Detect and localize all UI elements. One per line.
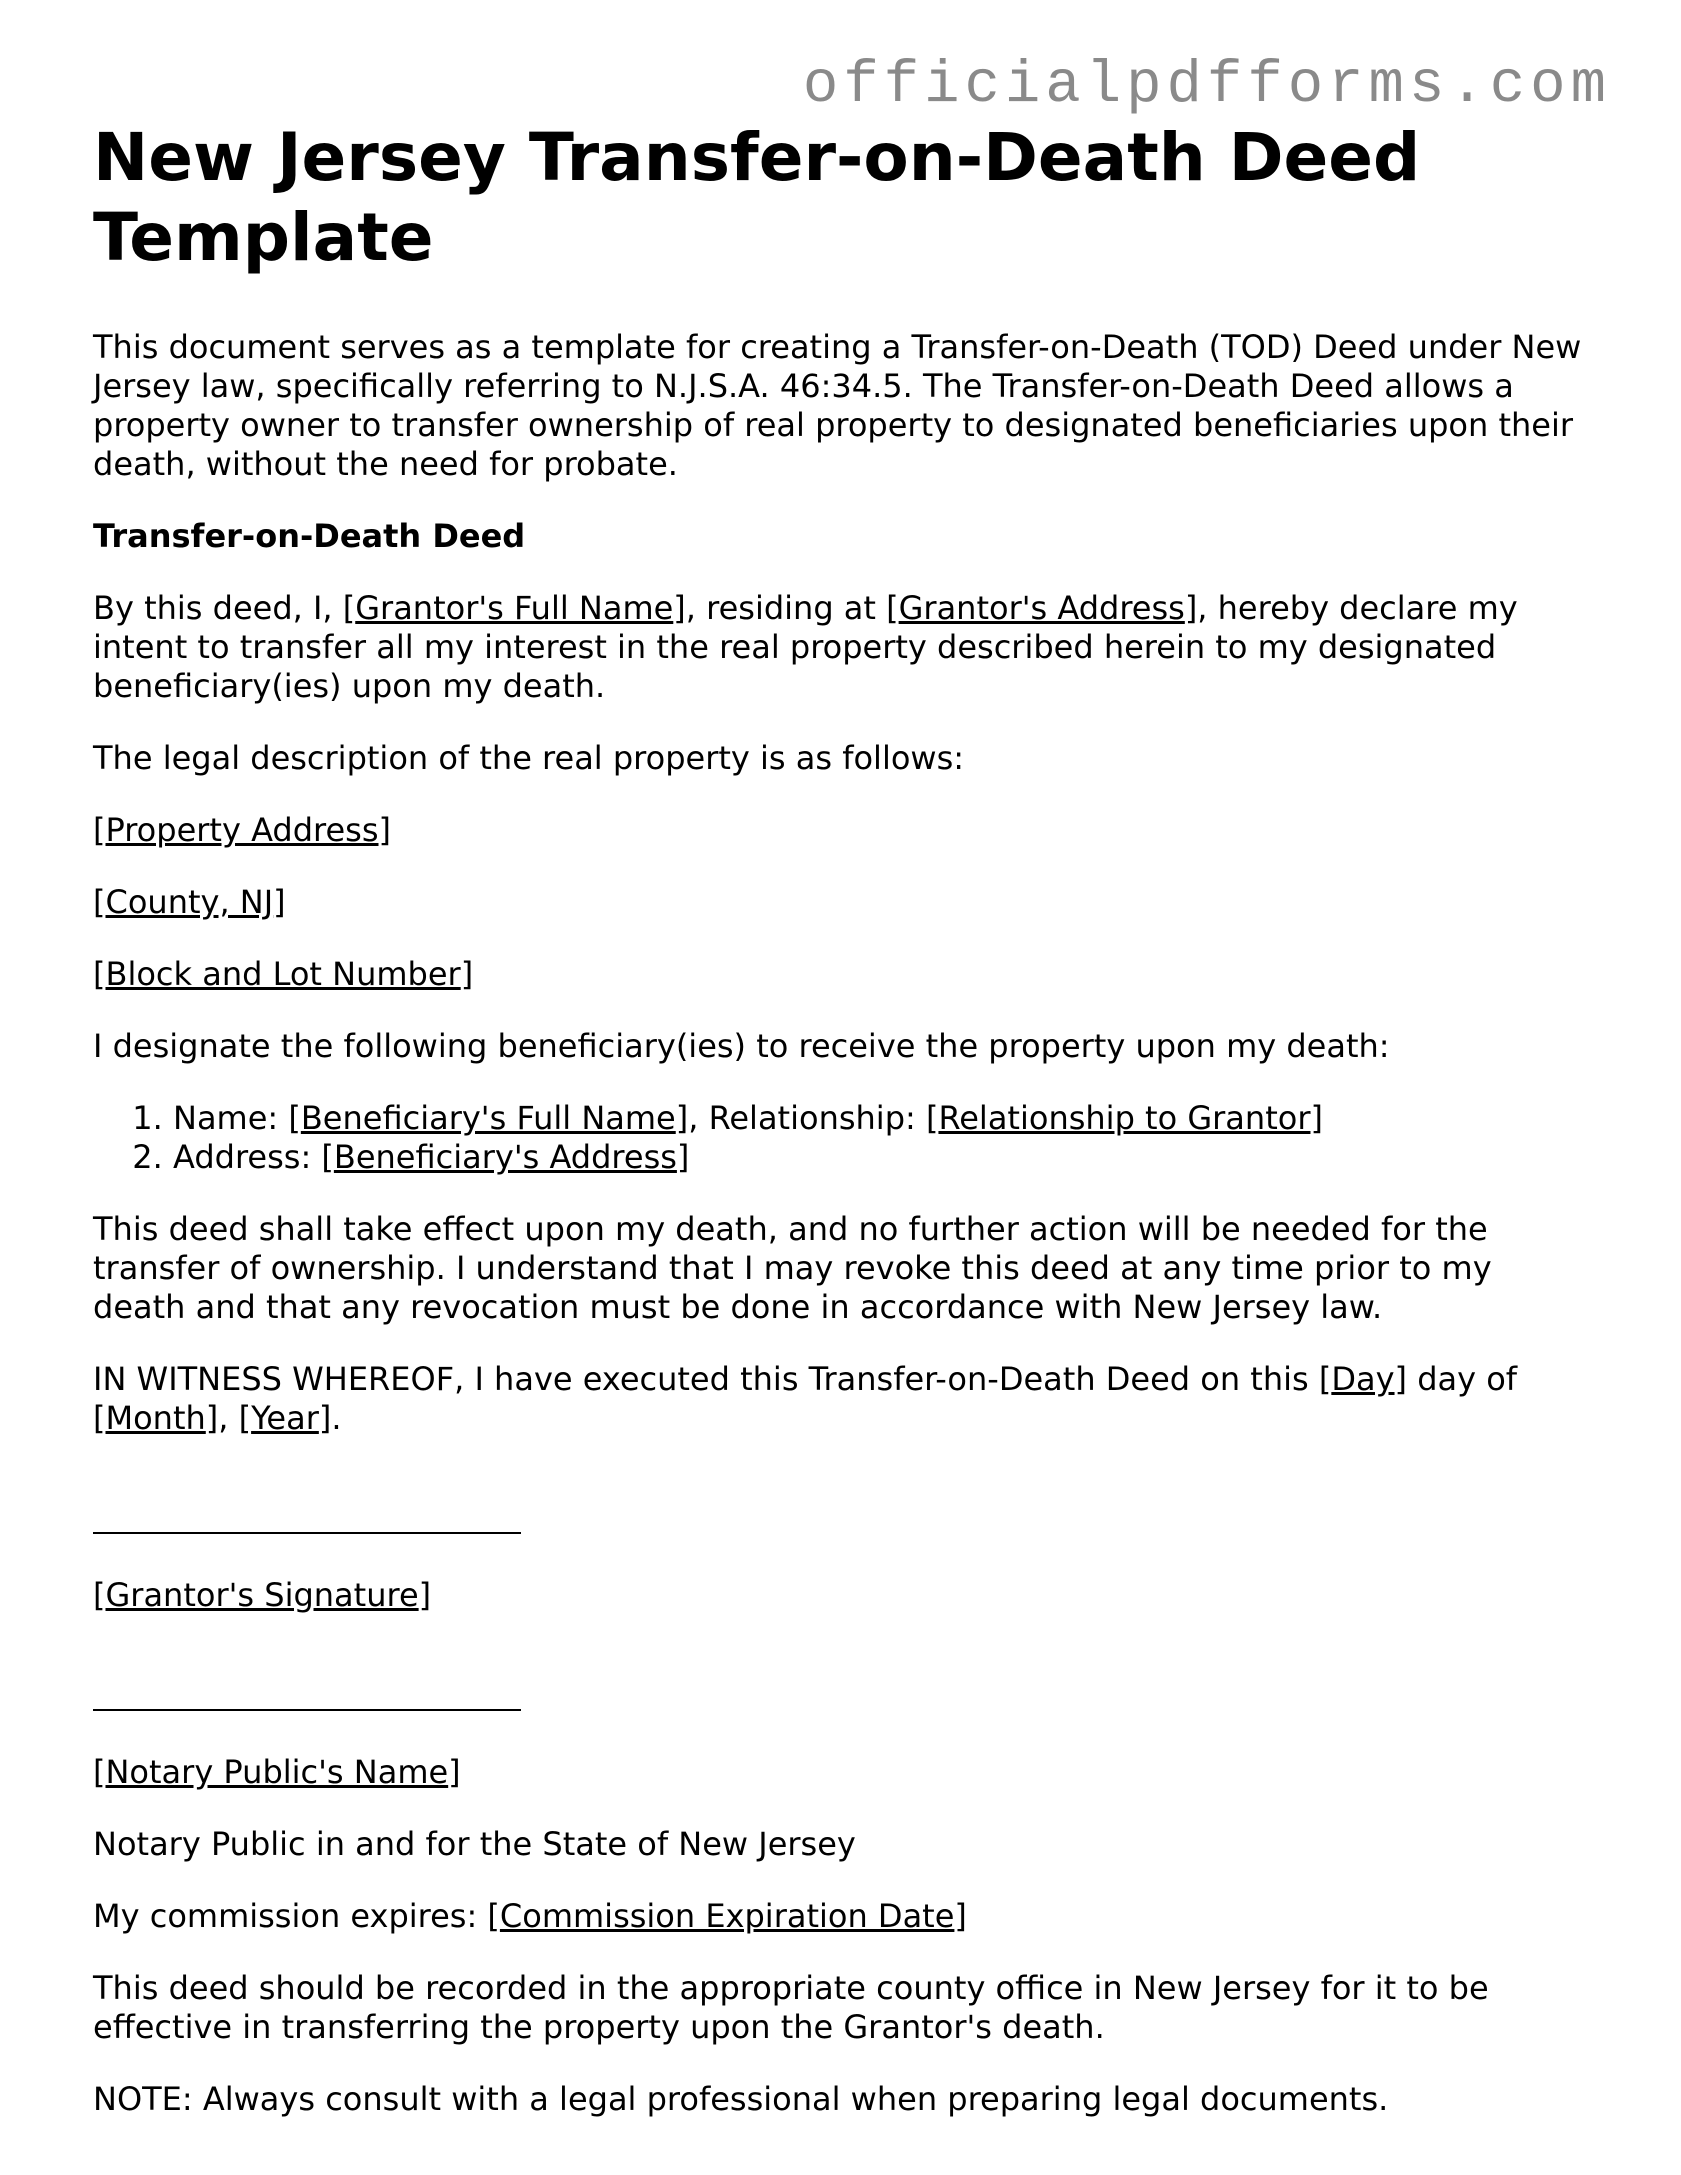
- month-field[interactable]: Month: [105, 1399, 206, 1437]
- relationship-field[interactable]: Relationship to Grantor: [938, 1099, 1311, 1137]
- notary-state-text: Notary Public in and for the State of New Jersey: [93, 1825, 856, 1863]
- block-lot-line: [Block and Lot Number]: [93, 955, 474, 993]
- grantor-signature-label: [Grantor's Signature]: [93, 1576, 432, 1614]
- intro-paragraph: This document serves as a template for creating a Transfer-on-Death (TOD) Deed under New Jersey law, specifically referring to N.J.S.A. 46:34.5. The Transfer-on-Death Deed allows a property owner to transfer ownership of real property to designated beneficiaries upon their death, without the need for probate.: [93, 328, 1582, 483]
- commission-line: My commission expires: [Commission Expiration Date]: [93, 1897, 967, 1935]
- day-field[interactable]: Day: [1331, 1360, 1395, 1398]
- notary-name-label: [Notary Public's Name]: [93, 1753, 461, 1791]
- watermark: officialpdfforms.com: [802, 52, 1611, 119]
- county-line: [County, NJ]: [93, 883, 286, 921]
- beneficiary-address-field[interactable]: Beneficiary's Address: [333, 1138, 677, 1176]
- grantor-name-field[interactable]: Grantor's Full Name: [355, 589, 674, 627]
- grantor-signature-field[interactable]: Grantor's Signature: [105, 1576, 419, 1614]
- commission-date-field[interactable]: Commission Expiration Date: [499, 1897, 955, 1935]
- effect-paragraph: This deed shall take effect upon my death, and no further action will be needed for the transfer of ownership. I understand that I may revoke this deed at any time prior to my death and that any revocation must be done in accordance with New Jersey law.: [93, 1210, 1492, 1326]
- notary-signature-line[interactable]: [93, 1681, 1593, 1720]
- grantor-address-field[interactable]: Grantor's Address: [898, 589, 1185, 627]
- beneficiary-name-field[interactable]: Beneficiary's Full Name: [300, 1099, 676, 1137]
- section-heading: Transfer-on-Death Deed: [93, 517, 526, 555]
- beneficiary-list: [93, 1099, 1593, 1177]
- page-title: New Jersey Transfer-on-Death Deed Template: [93, 119, 1421, 276]
- property-address-field[interactable]: Property Address: [105, 811, 379, 849]
- notary-name-field[interactable]: Notary Public's Name: [105, 1753, 449, 1791]
- county-field[interactable]: County, NJ: [105, 883, 274, 921]
- list-item: 2. Address: [Beneficiary's Address]: [173, 1138, 1593, 1177]
- grantor-signature-line[interactable]: [93, 1504, 1593, 1543]
- beneficiary-intro: I designate the following beneficiary(ies) to receive the property upon my death:: [93, 1027, 1390, 1065]
- legal-description-intro: The legal description of the real property is as follows:: [93, 739, 965, 777]
- witness-paragraph: IN WITNESS WHEREOF, I have executed this Transfer-on-Death Deed on this [Day] day of [Month], [Year].: [93, 1360, 1518, 1437]
- declaration-paragraph: By this deed, I, [Grantor's Full Name], residing at [Grantor's Address], hereby declare my intent to transfer all my interest in the real property described herein to my designated beneficiary(ies) upon my death.: [93, 589, 1518, 705]
- legal-note: NOTE: Always consult with a legal professional when preparing legal documents.: [93, 2080, 1389, 2118]
- block-lot-field[interactable]: Block and Lot Number: [105, 955, 461, 993]
- year-field[interactable]: Year: [251, 1399, 319, 1437]
- document-page: [93, 118, 1593, 2152]
- property-address-line: [Property Address]: [93, 811, 391, 849]
- list-item: 1. Name: [Beneficiary's Full Name], Relationship: [Relationship to Grantor]: [173, 1099, 1593, 1138]
- recording-note: This deed should be recorded in the appropriate county office in New Jersey for it to be effective in transferring the property upon the Grantor's death.: [93, 1969, 1489, 2046]
